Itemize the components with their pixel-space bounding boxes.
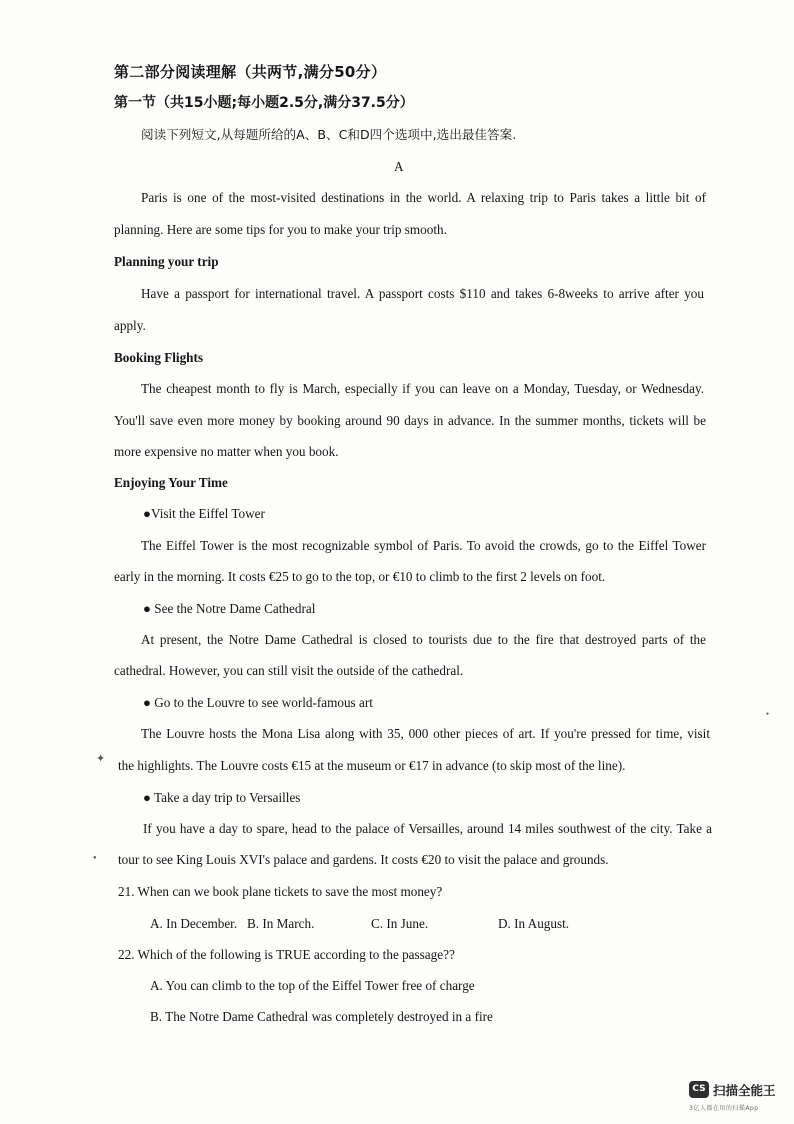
enjoy-heading: Enjoying Your Time [114,475,228,490]
planning-heading: Planning your trip [114,254,219,269]
question-21-option-d: D. In August. [498,916,570,931]
booking-line-1: The cheapest month to fly is March, especially if you can leave on a Monday, Tuesday, or Wednesday. [141,381,704,396]
eiffel-line-2: early in the morning. It costs €25 to go to the top, or €10 to climb to the first 2 levels on foot. [114,569,606,584]
passage-label: A [394,159,404,174]
booking-line-3: more expensive no matter when you book. [114,444,339,459]
scanner-logo-icon: CS [689,1081,709,1098]
question-21-option-b: B. In March. [247,916,315,931]
louvre-bullet: ● Go to the Louvre to see world-famous art [143,695,373,710]
margin-scan-speck: ● [766,712,770,717]
versailles-line-1: If you have a day to spare, head to the palace of Versailles, around 14 miles southwest of the city. Take a [143,821,712,836]
margin-scan-mark: ✦ [96,753,106,765]
intro-line-1: Paris is one of the most-visited destinations in the world. A relaxing trip to Paris takes a little bit of [141,190,706,205]
section-title: 第一节（共15小题;每小题2.5分,满分37.5分） [114,95,414,111]
booking-heading: Booking Flights [114,350,204,365]
part-title: 第二部分阅读理解（共两节,满分50分） [114,63,387,81]
notre-line-1: At present, the Notre Dame Cathedral is closed to tourists due to the fire that destroyed parts of the [141,632,706,647]
louvre-line-2: the highlights. The Louvre costs €15 at the museum or €17 in advance (to skip most of the line). [118,758,626,773]
question-21-stem: 21. When can we book plane tickets to save the most money? [118,884,443,899]
question-21-option-a: A. In December. [150,916,238,931]
question-22-stem: 22. Which of the following is TRUE according to the passage?? [118,947,455,962]
eiffel-bullet: ●Visit the Eiffel Tower [143,506,265,521]
planning-line-2: apply. [114,318,146,333]
margin-scan-dot: ● [93,855,97,861]
notre-line-2: cathedral. However, you can still visit the outside of the cathedral. [114,663,464,678]
notre-bullet: ● See the Notre Dame Cathedral [143,601,316,616]
instruction: 阅读下列短文,从每题所给的A、B、C和D四个选项中,选出最佳答案. [141,127,517,142]
louvre-line-1: The Louvre hosts the Mona Lisa along with 35, 000 other pieces of art. If you're pressed for time, visit [141,726,710,741]
scanner-brand: 扫描全能王 [713,1083,776,1098]
question-22-option-a: A. You can climb to the top of the Eiffel Tower free of charge [150,978,475,993]
scanner-tagline: 3亿人都在用的扫描App [689,1105,759,1112]
versailles-bullet: ● Take a day trip to Versailles [143,790,301,805]
question-22-option-b: B. The Notre Dame Cathedral was completely destroyed in a fire [150,1009,493,1024]
eiffel-line-1: The Eiffel Tower is the most recognizable symbol of Paris. To avoid the crowds, go to the Eiffel Tower [141,538,706,553]
versailles-line-2: tour to see King Louis XVI's palace and gardens. It costs €20 to visit the palace and grounds. [118,852,609,867]
booking-line-2: You'll save even more money by booking around 90 days in advance. In the summer months, tickets will be [114,413,706,428]
planning-line-1: Have a passport for international travel. A passport costs $110 and takes 6-8weeks to arrive after you [141,286,704,301]
intro-line-2: planning. Here are some tips for you to make your trip smooth. [114,222,447,237]
question-21-option-c: C. In June. [371,916,429,931]
